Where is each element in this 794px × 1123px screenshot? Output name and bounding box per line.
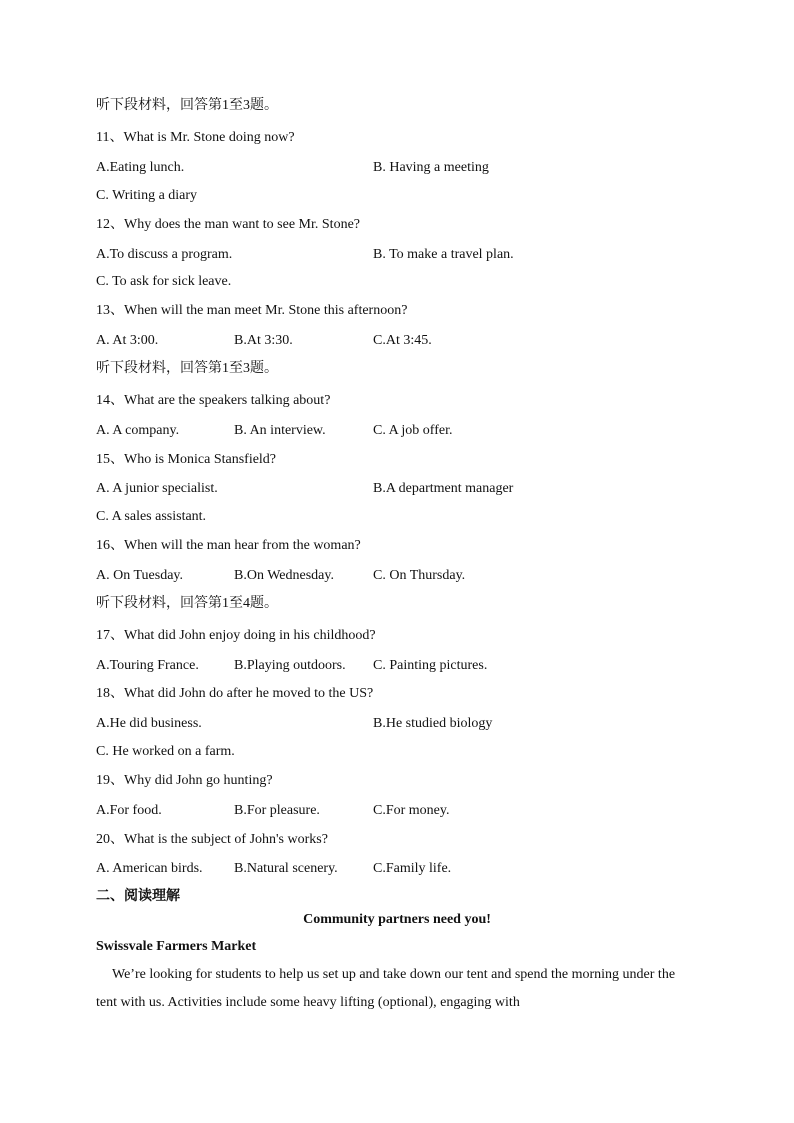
q12-option-a: A.To discuss a program. xyxy=(96,247,233,262)
question-18: 18、What did John do after he moved to the US? xyxy=(96,686,374,701)
section-heading-3: 听下段材料，回答第1至4题。 xyxy=(96,596,278,611)
q14-option-a: A. A company. xyxy=(96,423,180,438)
q19-option-a: A.For food. xyxy=(96,803,162,818)
q20-option-b: B.Natural scenery. xyxy=(234,861,338,876)
q17-option-a: A.Touring France. xyxy=(96,658,199,673)
q12-option-b: B. To make a travel plan. xyxy=(373,247,514,262)
reading-section-heading: 二、阅读理解 xyxy=(96,889,180,904)
question-20: 20、What is the subject of John's works? xyxy=(96,832,328,847)
question-12: 12、Why does the man want to see Mr. Stone? xyxy=(96,217,361,232)
question-17: 17、What did John enjoy doing in his childhood? xyxy=(96,628,376,643)
q18-option-b: B.He studied biology xyxy=(373,716,493,731)
reading-paragraph: We’re looking for students to help us set up and take down our tent and spend the morning under the tent with us. Activities include some heavy lifting (optional), engaging with xyxy=(96,967,676,1010)
question-14: 14、What are the speakers talking about? xyxy=(96,393,331,408)
question-13: 13、When will the man meet Mr. Stone this afternoon? xyxy=(96,303,408,318)
q14-option-c: C. A job offer. xyxy=(373,423,453,438)
question-15: 15、Who is Monica Stansfield? xyxy=(96,452,277,467)
q13-option-b: B.At 3:30. xyxy=(234,333,293,348)
q13-option-a: A. At 3:00. xyxy=(96,333,159,348)
q17-option-c: C. Painting pictures. xyxy=(373,658,488,673)
q19-option-c: C.For money. xyxy=(373,803,450,818)
q19-option-b: B.For pleasure. xyxy=(234,803,320,818)
section-heading-1: 听下段材料，回答第1至3题。 xyxy=(96,98,278,113)
q11-option-a: A.Eating lunch. xyxy=(96,160,185,175)
q11-option-b: B. Having a meeting xyxy=(373,160,489,175)
section-heading-2: 听下段材料，回答第1至3题。 xyxy=(96,361,278,376)
reading-subtitle: Swissvale Farmers Market xyxy=(96,939,257,954)
q18-option-c: C. He worked on a farm. xyxy=(96,744,235,759)
q11-option-c: C. Writing a diary xyxy=(96,188,198,203)
q15-option-c: C. A sales assistant. xyxy=(96,509,207,524)
question-16: 16、When will the man hear from the woman? xyxy=(96,538,361,553)
q17-option-b: B.Playing outdoors. xyxy=(234,658,346,673)
q15-option-a: A. A junior specialist. xyxy=(96,481,218,496)
question-11: 11、What is Mr. Stone doing now? xyxy=(96,130,295,145)
question-19: 19、Why did John go hunting? xyxy=(96,773,273,788)
q12-option-c: C. To ask for sick leave. xyxy=(96,274,232,289)
q16-option-b: B.On Wednesday. xyxy=(234,568,334,583)
q20-option-a: A. American birds. xyxy=(96,861,203,876)
q18-option-a: A.He did business. xyxy=(96,716,202,731)
q14-option-b: B. An interview. xyxy=(234,423,326,438)
q16-option-a: A. On Tuesday. xyxy=(96,568,183,583)
q15-option-b: B.A department manager xyxy=(373,481,514,496)
q13-option-c: C.At 3:45. xyxy=(373,333,432,348)
q16-option-c: C. On Thursday. xyxy=(373,568,466,583)
q20-option-c: C.Family life. xyxy=(373,861,452,876)
reading-title: Community partners need you! xyxy=(303,912,491,927)
